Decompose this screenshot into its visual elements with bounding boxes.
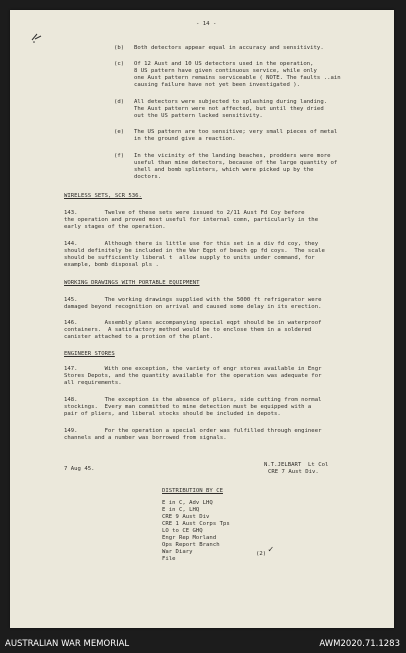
section-heading-stores: ENGINEER STORES bbox=[64, 351, 115, 357]
paragraph-line: the operation and proved most useful for internal comn, particularly in the bbox=[64, 217, 319, 223]
document-date: 7 Aug 45. bbox=[64, 466, 95, 472]
list-item-text: The US pattern are too sensitive; very small pieces of metal bbox=[134, 129, 338, 135]
list-item: Ops Report Branch bbox=[162, 542, 220, 548]
document-page bbox=[10, 10, 394, 628]
paragraph-line: should definitely be included in the War Eqpt of beach gp fd coys. The scale bbox=[64, 248, 325, 254]
paragraph-line: all requirements. bbox=[64, 380, 122, 386]
handwritten-mark-icon bbox=[30, 30, 44, 44]
paragraph-line: 145. The working drawings supplied with the 5000 ft refrigerator were bbox=[64, 297, 322, 303]
signature-title: CRE 7 Aust Div. bbox=[268, 469, 319, 475]
paragraph-line: channels and a number was borrowed from signals. bbox=[64, 435, 227, 441]
paragraph-line: should be sufficiently liberal t allow supply to units under command, for bbox=[64, 255, 315, 261]
tick-icon: ✓ bbox=[268, 545, 274, 555]
list-item-text: doctors. bbox=[134, 174, 162, 180]
paragraph-line: 148. The exception is the absence of pliers, side cutting from normal bbox=[64, 397, 322, 403]
footer-institution: AUSTRALIAN WAR MEMORIAL bbox=[5, 639, 130, 649]
list-item-text: out the US pattern lacked sensitivity. bbox=[134, 113, 263, 119]
list-item-label: (f) bbox=[114, 153, 125, 159]
list-item-label: (c) bbox=[114, 61, 125, 67]
footer-accession-id: AWM2020.71.1283 bbox=[319, 639, 400, 649]
list-item: LO to CE GHQ bbox=[162, 528, 203, 534]
section-heading-drawings: WORKING DRAWINGS WITH PORTABLE EQUIPMENT bbox=[64, 280, 200, 286]
list-item: CRE 9 Aust Div bbox=[162, 514, 210, 520]
paragraph-line: 149. For the operation a special order was fulfilled through engineer bbox=[64, 428, 322, 434]
list-item-label: (e) bbox=[114, 129, 125, 135]
list-item-text: shell and bomb splinters, which were picked up by the bbox=[134, 167, 314, 173]
paragraph-line: example, bomb disposal pls . bbox=[64, 262, 159, 268]
section-heading-wireless: WIRELESS SETS, SCR 536. bbox=[64, 193, 142, 199]
paragraph-line: stockings. Every man committed to mine detection must be equipped with a bbox=[64, 404, 312, 410]
paragraph-line: 146. Assembly plans accompanying special eqpt should be in waterproof bbox=[64, 320, 322, 326]
list-item: E in C, LHQ bbox=[162, 507, 200, 513]
paragraph-line: 143. Twelve of these sets were issued to 2/11 Aust Fd Coy before bbox=[64, 210, 305, 216]
list-item-text: useful than mine detectors, because of the large quantity of bbox=[134, 160, 338, 166]
list-item: E in C, Adv LHQ bbox=[162, 500, 213, 506]
list-item: War Diary bbox=[162, 549, 193, 555]
list-item-text: Of 12 Aust and 10 US detectors used in the operation, bbox=[134, 61, 314, 67]
paragraph-line: Stores Depots, and the quantity available for the operation was adequate for bbox=[64, 373, 322, 379]
archive-footer bbox=[0, 634, 406, 653]
copies-mark: (2) bbox=[256, 551, 267, 557]
signature-name: N.T.JELBART Lt Col bbox=[264, 462, 329, 468]
list-item-text: The Aust pattern were not affected, but until they dried bbox=[134, 106, 324, 112]
list-item-text: In the vicinity of the landing beaches, prodders were more bbox=[134, 153, 331, 159]
page-number: - 14 - bbox=[196, 21, 217, 27]
paragraph-line: early stages of the operation. bbox=[64, 224, 166, 230]
list-item-text: 8 US pattern have given continuous service, while only bbox=[134, 68, 317, 74]
list-item: Engr Rep Morland bbox=[162, 535, 217, 541]
list-item-text: causing failure have not yet been investigated ). bbox=[134, 82, 300, 88]
list-item: File bbox=[162, 556, 176, 562]
list-item-text: Both detectors appear equal in accuracy and sensitivity. bbox=[134, 45, 324, 51]
paragraph-line: damaged beyond recognition on arrival and caused some delay in its erection. bbox=[64, 304, 322, 310]
paragraph-line: 147. With one exception, the variety of engr stores available in Engr bbox=[64, 366, 322, 372]
list-item-label: (d) bbox=[114, 99, 125, 105]
paragraph-line: canister attached to a protion of the plant. bbox=[64, 334, 214, 340]
paragraph-line: 144. Although there is little use for this set in a div fd coy, they bbox=[64, 241, 319, 247]
paragraph-line: containers. A satisfactory method would be to enclose them in a soldered bbox=[64, 327, 312, 333]
list-item-text: in the ground give a reaction. bbox=[134, 136, 236, 142]
list-item: CRE 1 Aust Corps Tps bbox=[162, 521, 230, 527]
list-item-text: one Aust pattern remains serviceable ( NOTE. The faults ..ain bbox=[134, 75, 341, 81]
paragraph-line: pair of pliers, and liberal stocks should be included in depots. bbox=[64, 411, 281, 417]
list-item-text: All detectors were subjected to splashing during landing. bbox=[134, 99, 328, 105]
distribution-heading: DISTRIBUTION BY CE bbox=[162, 488, 223, 494]
list-item-label: (b) bbox=[114, 45, 125, 51]
